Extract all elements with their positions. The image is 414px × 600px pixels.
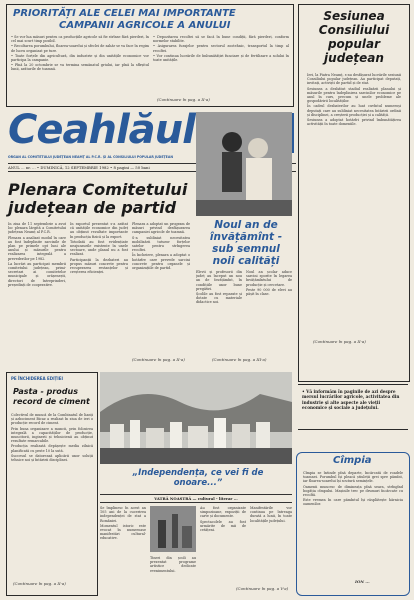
industrial-photo [150,506,196,552]
pasta-box [6,372,98,596]
pasta-continuation: (Continuare în pag. a II-a) [13,581,66,586]
banner-continuation: (Continuare în pag. a II-a) [157,97,210,102]
cityscape-photo [100,372,292,464]
pasta-column: Colectivul de muncă de la Combinatul de lianți și azbociment Bicaz a realizat în ziua de ieri o producție record de ciment. Prin buna organizare a muncii, prin folosirea integrală a capacităților de producție, muncitorii, inginerii și tehnicienii au obținut rezultate remarcabile. Producția realizată depășește media zilnică planificată cu peste 10 la sută. Succesul se datorează aplicării unor soluții tehnice noi și întăririi disciplinei. [11,413,93,463]
sesiunea-continuation: (Continuare în pag. a II-a) [313,339,366,344]
pasta-label: PE ÎNCHIDEREA EDIȚIEI [11,376,63,381]
noul-an-column-1: Elevii și profesorii din județ au început un nou an de învățămînt, în condițiile unor bune pregătiri. Școlile au fost reparate și dotate cu materiale didactice noi. [196,270,242,305]
independenta-rubric: VATRĂ NOASTRĂ — cultural - literar ... [100,494,292,503]
sesiunea-box [298,4,410,382]
noul-an-column-2: Noul an școlar aduce sarcini sporite în legarea învățămîntului de producție și cercetare. Peste 90 000 de elevi au pășit în clase. [246,270,292,297]
masthead-tagline: ORGAN AL COMITETULUI JUDEȚEAN NEAMȚ AL P.C.R. ȘI AL CONSILIULUI POPULAR JUDEȚEAN [8,155,173,159]
noul-an-headline: Noul an de învățămînt - sub semnul noii calități [209,219,283,267]
banner-title-line2: CAMPANII AGRICOLE A ANULUI [59,20,231,31]
independenta-headline: „Independența, ce vei fi de onoare...” [132,468,264,488]
cimpia-box [296,452,410,596]
plenara-column-2: În raportul prezentat s-a arătat că unitățile economice din județ au obținut rezultate importante în producția fizică și la export. Totodată au fost evidențiate neajunsurile existente în unele sectoare, unde planul nu a fost realizat. Participanții la dezbateri au propus măsuri concrete pentru recuperarea restanțelor și creșterea eficienței. [70,222,128,275]
side-note [298,384,408,430]
independenta-continuation: (Continuare în pag. a V-a) [236,586,289,591]
plenara-column-1: În ziua de 11 septembrie a avut loc plenara lărgită a Comitetului județean Neamț al P.C.R. Plenara a analizat modul în care au fost îndeplinite sarcinile de plan pe primele opt luni ale anului și măsurile pentru realizarea integrală a prevederilor pe 1982. La lucrări au participat membrii comitetului județean, primi-secretari ai comitetelor municipale și orășenești, directori de întreprinderi, președinți de cooperative. [8,222,66,287]
sesiunea-title: Sesiunea Consiliului popular județean [318,9,390,65]
cimpia-title: Cîmpia [333,455,372,466]
plenara-column-3: Plenara a adoptat un program de măsuri privind desfășurarea campaniei agricole de toamnă. S-a subliniat necesitatea mobilizării tuturor forțelor satelor pentru strîngerea recoltei. În încheiere, plenara a adoptat o hotărîre care prevede sarcini concrete pentru organele și organizațiile de partid. [132,222,190,271]
cimpia-signature: ION ... [355,579,370,584]
banner-column-right: • Depozitarea recoltei să se facă în bune condiții, fără pierderi, conform normelor stabilite. • Asigurarea furajelor pentru sectorul zootehnic, transportul la timp al recoltei. • Vor continua lucrările de îmbunătățiri funciare și de fertilizare a solului în toate unitățile. [153,35,289,63]
sesiunea-column: Ieri, la Piatra Neamț, s-au desfășurat lucrările sesiunii Consiliului popular județean. Au participat deputați, invitați, activiști de partid și de stat. Sesiunea a dezbătut stadiul realizării planului și măsurile pentru îndeplinirea sarcinilor economice pe anul în curs, precum și unele probleme ale gospodăririi localităților. În cadrul dezbaterilor au luat cuvîntul numeroși deputați care au subliniat necesitatea întăririi ordinii și disciplinei, a creșterii producției și a calității. Sesiunea a adoptat hotărîri privind îmbunătățirea activității în toate domeniile. [307,73,401,127]
banner-column-left: • Se vor lua măsuri pentru ca producțiile agricole să fie strînse fără pierderi, în cel mai scurt timp posibil. • Recoltarea porumbului, floarea-soarelui și sfeclei de zahăr se va face în regim de lucru organizat pe ture. • Toate forțele din agricultură, din industrie și din unitățile economice vor participa la campanie. • Pînă la 20 octombrie se va termina semănatul griului, iar pînă la sfîrșitul lunii, arăturile de toamnă. [11,35,149,72]
students-photo [196,112,292,216]
noul-an-continuation: (Continuare în pag. a III-a) [212,357,267,362]
side-note-text: • Vă informăm în paginile de azi despre mersul lucrărilor agricole, activitatea din industrie și alte aspecte ale vieții economice și sociale a județului. [302,389,400,411]
plenara-continuation: (Continuare în pag. a II-a) [132,357,185,362]
banner-title-line1: PRIORITĂȚI ALE CELEI MAI IMPORTANTE [13,8,236,19]
masthead-issue-line: ANUL ... nr. ... • DUMINICĂ, 12 SEPTEMBRIE 1982 • 8 pagini — 50 bani [8,163,296,172]
plenara-headline: Plenara Comitetului județean de partid [8,180,188,217]
masthead-name: Ceahlăul [8,107,195,153]
independenta-column-1: Se împlinesc în acest an 105 ani de la cucerirea independenței de stat a României. Momentul istoric este evocat în numeroase manifestări cultural-educative. [100,506,146,541]
independenta-column-3: Au fost organizate simpozioane, expoziții de carte și documente. Spectacolele au fost urmărite de mii de cetățeni. [200,506,246,533]
cimpia-column: Cîmpia se întinde pînă departe, încărcată de roadele toamnei. Porumbul își pleacă știuleții grei spre pămînt, iar floarea-soarelui își scutură semințele. Oamenii muncesc de dimineața pînă seara, strîngînd bogăția cîmpului. Mașinile trec pe drumuri încărcate cu recoltă. Este vremea în care pămîntul își răsplătește hărnicia oamenilor. [303,471,403,507]
independenta-column-2: Tineri din școli au prezentat programe artistice dedicate evenimentului. [150,556,196,573]
independenta-column-4: Manifestările vor continua pe întreaga durată a lunii, în toate localitățile județului. [250,506,292,523]
top-banner [6,4,294,107]
pasta-headline: Pasta - produs record de ciment [13,387,90,406]
